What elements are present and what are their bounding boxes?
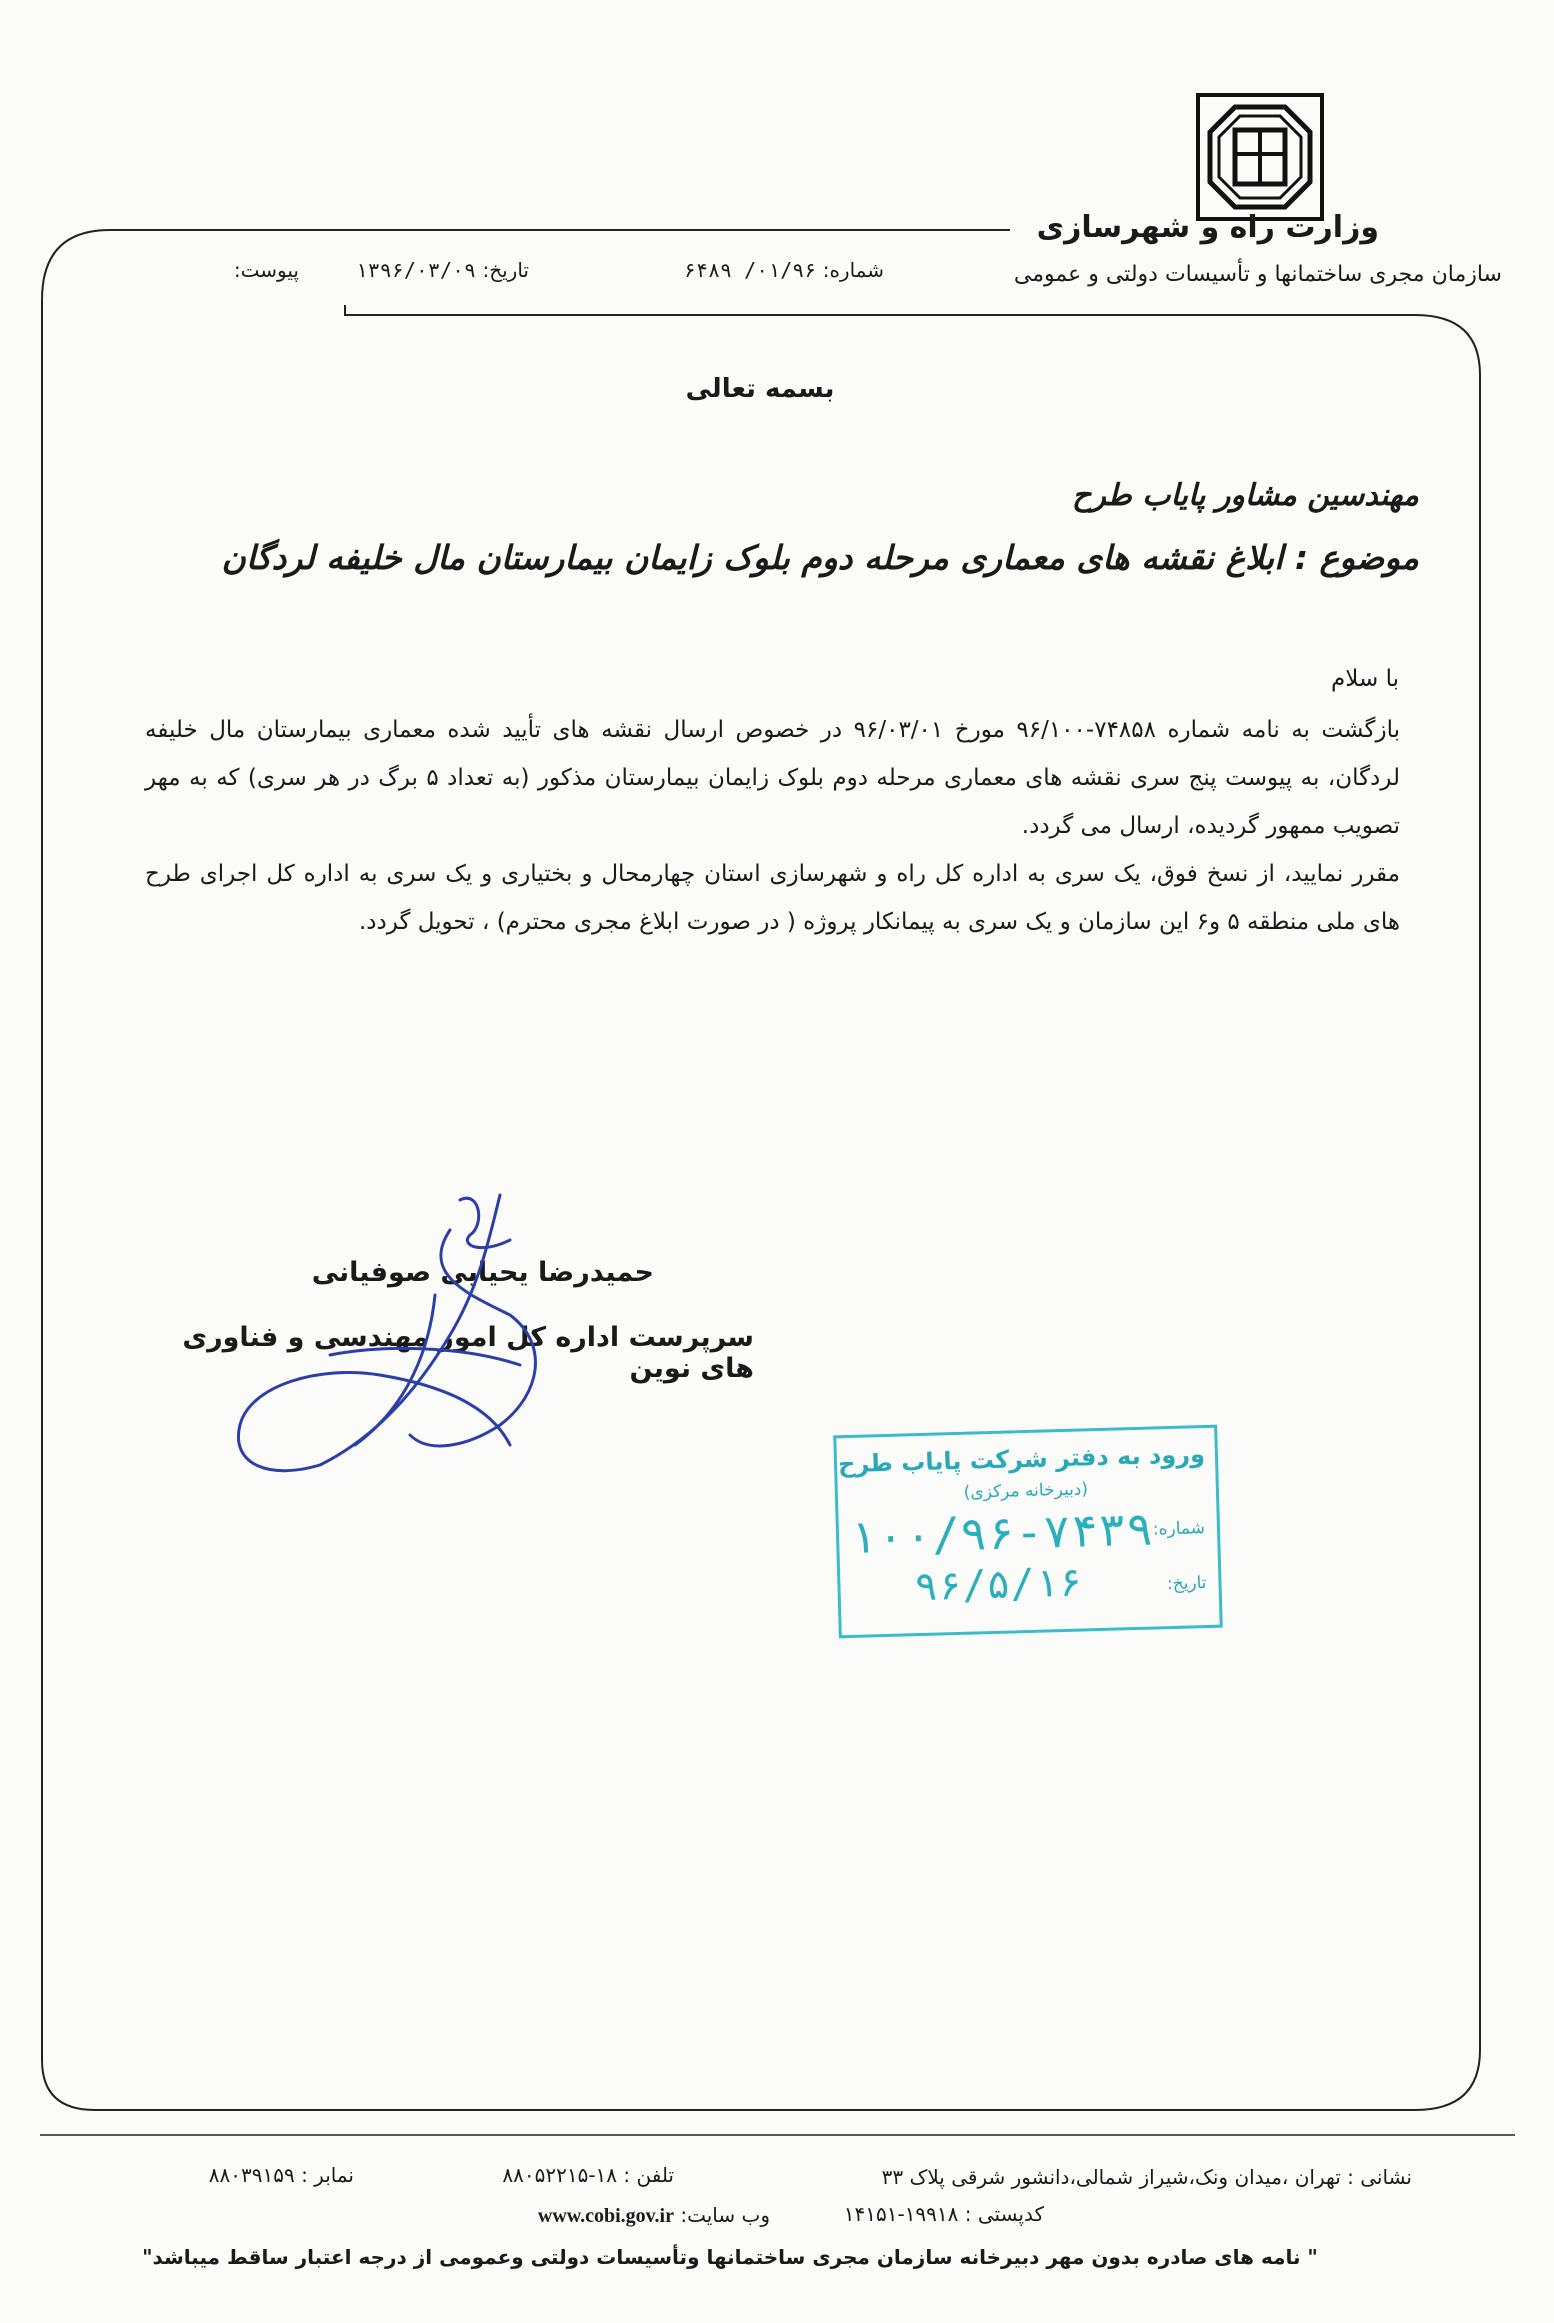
letter-number bbox=[584, 258, 884, 282]
letter-date-value: ۱۳۹۶/۰۳/۰۹ bbox=[355, 258, 477, 282]
ministry-logo-icon bbox=[1195, 92, 1325, 222]
footer-fax-label: نمابر : bbox=[301, 2163, 354, 2187]
received-stamp bbox=[833, 1425, 1223, 1639]
stamp-office: ورود به دفتر شرکت پایاب طرح bbox=[837, 1440, 1206, 1479]
signer-name: حمیدرضا یحیایی صوفیانی bbox=[311, 1257, 654, 1288]
recipient: مهندسین مشاور پایاب طرح bbox=[1071, 478, 1419, 513]
signer-title: سرپرست اداره کل امور مهندسی و فناوری های نوین bbox=[182, 1322, 754, 1384]
footer-postcode-value: ۱۹۹۱۸-۱۴۱۵۱ bbox=[843, 2202, 959, 2226]
footer-address: نشانی : تهران ،میدان ونک،شیراز شمالی،دانشور شرقی پلاک ۳۳ bbox=[881, 2165, 1412, 2189]
footer-phone bbox=[354, 2163, 674, 2187]
bismillah-heading: بسمه تعالی bbox=[685, 374, 835, 404]
footer-phone-value: ۱۸-۸۸۰۵۲۲۱۵ bbox=[502, 2163, 618, 2187]
footer-website bbox=[430, 2203, 770, 2228]
letter-attachment bbox=[179, 258, 299, 282]
footer-fax bbox=[94, 2163, 354, 2187]
stamp-subtitle: (دبیرخانه مرکزی) bbox=[963, 1479, 1089, 1503]
footer-fax-value: ۸۸۰۳۹۱۵۹ bbox=[208, 2163, 295, 2187]
subject: موضوع : ابلاغ نقشه های معماری مرحله دوم بلوک زایمان بیمارستان مال خلیفه لردگان bbox=[221, 538, 1419, 577]
footer-postcode bbox=[744, 2202, 1044, 2226]
ministry-name: وزارت راه و شهرسازی bbox=[1036, 210, 1379, 245]
body-paragraph-2: مقرر نمایید، از نسخ فوق، یک سری به اداره کل راه و شهرسازی استان چهارمحال و بختیاری و یک سری به اداره کل اجرای طرح های ملی منطقه ۵ و۶ این سازمان و یک سری به پیمانکار پروژه ( در صورت ابلاغ مجری محترم) ، تحویل گردد. bbox=[145, 861, 1400, 935]
organization-name: سازمان مجری ساختمانها و تأسیسات دولتی و عمومی bbox=[1013, 262, 1502, 287]
letter-body bbox=[145, 706, 1400, 946]
letter-date-label: تاریخ: bbox=[482, 258, 529, 282]
footer-notice: " نامه های صادره بدون مهر دبیرخانه سازمان مجری ساختمانها وتأسیسات دولتی وعمومی از درجه اعتبار ساقط میباشد" bbox=[142, 2245, 1318, 2269]
footer-phone-label: تلفن : bbox=[623, 2163, 674, 2187]
greeting: با سلام bbox=[1331, 666, 1399, 692]
body-paragraph-1: بازگشت به نامه شماره ۷۴۸۵۸-۹۶/۱۰۰ مورخ ۹۶/۰۳/۰۱ در خصوص ارسال نقشه های تأیید شده معماری بیمارستان مال خلیفه لردگان، به پیوست پنج سری نقشه های معماری مرحله دوم بلوک زایمان بیمارستان مذکور (به تعداد ۵ برگ در هر سری) که به مهر تصویب ممهور گردیده، ارسال می گردد. bbox=[145, 717, 1400, 839]
stamp-date-label: تاریخ: bbox=[1166, 1573, 1207, 1595]
letter-number-label: شماره: bbox=[822, 258, 884, 282]
stamp-number-label: شماره: bbox=[1152, 1518, 1206, 1540]
stamp-date-value: ۹۶/۵/۱۶ bbox=[913, 1559, 1084, 1611]
letter-date bbox=[299, 258, 529, 282]
footer-website-label: وب سایت: bbox=[680, 2203, 770, 2227]
footer-postcode-label: کدپستی : bbox=[964, 2202, 1044, 2226]
letter-attachment-label: پیوست: bbox=[233, 258, 299, 282]
handwritten-signature-icon bbox=[180, 1175, 600, 1485]
letter-number-value: ۰۱/۹۶/ ۶۴۸۹ bbox=[683, 258, 817, 282]
stamp-number-value: ۱۰۰/۹۶-۷۴۳۹ bbox=[848, 1501, 1155, 1564]
footer-website-link[interactable]: www.cobi.gov.ir bbox=[537, 2205, 674, 2227]
